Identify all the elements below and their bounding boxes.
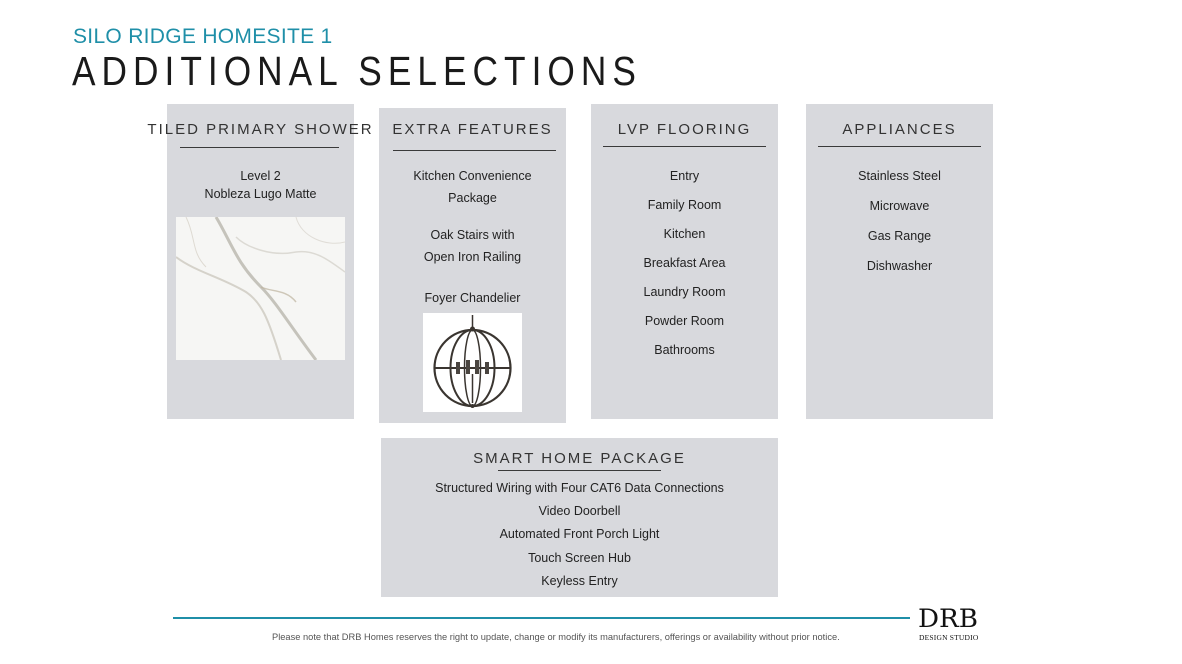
heading-divider bbox=[498, 470, 661, 471]
list-item: Level 2 bbox=[240, 169, 281, 183]
card-lvp-flooring bbox=[591, 104, 778, 419]
list-item: Family Room bbox=[647, 198, 722, 212]
list-item: Entry bbox=[669, 169, 700, 183]
list-item: Structured Wiring with Four CAT6 Data Connections bbox=[435, 481, 724, 495]
card-tiled-primary-shower bbox=[147, 104, 374, 419]
list-item: Touch Screen Hub bbox=[528, 551, 631, 565]
drb-logo: DRB bbox=[918, 604, 979, 633]
list-item: Stainless Steel bbox=[858, 169, 941, 183]
list-item: Powder Room bbox=[644, 314, 725, 328]
list-item: Nobleza Lugo Matte bbox=[204, 187, 317, 201]
card-appliances bbox=[806, 104, 993, 419]
list-item: Video Doorbell bbox=[538, 504, 621, 518]
list-item: Gas Range bbox=[867, 229, 932, 243]
list-item: Kitchen bbox=[663, 227, 706, 241]
list-item: Breakfast Area bbox=[643, 256, 726, 270]
list-item: Microwave bbox=[869, 199, 930, 213]
page-title: ADDITIONAL SELECTIONS bbox=[72, 48, 642, 94]
list-item: Kitchen Convenience bbox=[413, 169, 532, 183]
chandelier-photo bbox=[423, 313, 522, 412]
heading-divider bbox=[180, 147, 339, 148]
heading-divider bbox=[603, 146, 766, 147]
list-item: Dishwasher bbox=[866, 259, 933, 273]
page-subtitle: SILO RIDGE HOMESITE 1 bbox=[73, 25, 333, 48]
drb-logo-subtitle: DESIGN STUDIO bbox=[919, 633, 979, 642]
card-extra-features bbox=[379, 108, 566, 423]
list-item: Bathrooms bbox=[654, 343, 715, 357]
list-item: Laundry Room bbox=[643, 285, 726, 299]
card-heading: EXTRA FEATURES bbox=[392, 121, 553, 138]
card-heading: TILED PRIMARY SHOWER bbox=[147, 121, 374, 138]
list-item: Package bbox=[448, 191, 497, 205]
list-item: Foyer Chandelier bbox=[424, 291, 521, 305]
footer-divider bbox=[173, 617, 910, 619]
footer-disclaimer: Please note that DRB Homes reserves the right to update, change or modify its manufacturers, offerings or availability without prior notice. bbox=[272, 632, 840, 642]
marble-tile-swatch bbox=[176, 217, 345, 360]
card-heading: SMART HOME PACKAGE bbox=[473, 450, 686, 467]
list-item: Oak Stairs with bbox=[430, 228, 515, 242]
list-item: Keyless Entry bbox=[541, 574, 618, 588]
list-item: Automated Front Porch Light bbox=[499, 527, 660, 541]
list-item: Open Iron Railing bbox=[423, 250, 522, 264]
card-smart-home-package bbox=[381, 438, 778, 597]
heading-divider bbox=[818, 146, 981, 147]
heading-divider bbox=[393, 150, 556, 151]
card-heading: APPLIANCES bbox=[842, 121, 957, 138]
marble-vein-graphic bbox=[176, 217, 345, 360]
chandelier-icon bbox=[423, 313, 522, 412]
card-heading: LVP FLOORING bbox=[617, 121, 752, 138]
